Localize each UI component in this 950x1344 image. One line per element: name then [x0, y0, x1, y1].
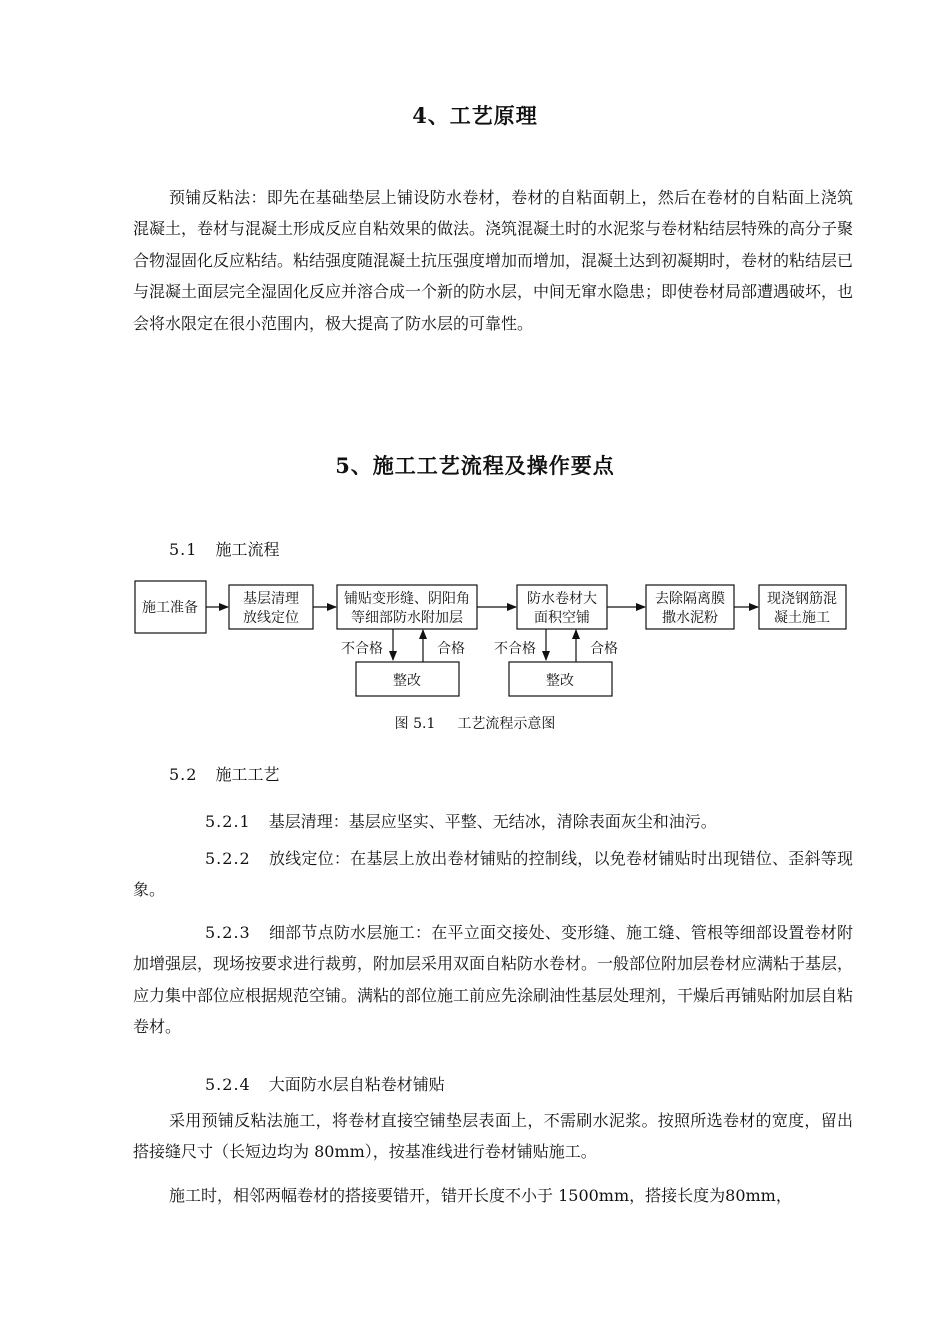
- item-text: 细部节点防水层施工：在平立面交接处、变形缝、施工缝、管根等细部设置卷材附加增强层，现场按要求进行裁剪，附加层采用双面自粘防水卷材。一般部位附加层卷材应满粘于基层，应力集中部位应根据规范空铺。满粘的部位施工前应先涂刷油性基层处理剂，干燥后再铺贴附加层自粘卷材。: [133, 923, 854, 1037]
- flow-step-label: 面积空铺: [534, 610, 590, 626]
- flow-step-membrane-laying: [517, 585, 607, 629]
- section-4-paragraph: 预铺反粘法：即先在基础垫层上铺设防水卷材，卷材的自粘面朝上，然后在卷材的自粘面上浇筑混凝土，卷材与混凝土形成反应自粘效果的做法。浇筑混凝土时的水泥浆与卷材粘结层特殊的高分子聚合物湿固化反应粘结。粘结强度随混凝土抗压强度增加而增加，混凝土达到初凝期时，卷材的粘结层已与混凝土面层完全湿固化反应并溶合成一个新的防水层，中间无窜水隐患；即使卷材局部遭遇破坏，也会将水限定在很小范围内，极大提高了防水层的可靠性。: [133, 188, 854, 333]
- subsection-title: 施工工艺: [215, 765, 280, 784]
- flow-step-label: 铺贴变形缝、阴阳角: [344, 591, 470, 607]
- figure-number: 图 5.1: [394, 716, 436, 732]
- flow-step-label: 去除隔离膜: [655, 591, 725, 607]
- flow-step-label: 撒水泥粉: [662, 610, 718, 626]
- item-text: 放线定位：在基层上放出卷材铺贴的控制线，以免卷材铺贴时出现错位、歪斜等现象。: [133, 849, 853, 900]
- item-5-2-4: [133, 1069, 853, 1100]
- rework-label: 整改: [393, 673, 421, 689]
- figure-title: 工艺流程示意图: [457, 716, 556, 732]
- flow-step-label: 等细部防水附加层: [351, 610, 463, 626]
- flow-step-detail-layer: [337, 585, 477, 629]
- fail-label: 不合格: [341, 641, 383, 657]
- flow-step-label: 凝土施工: [774, 610, 830, 626]
- subsection-5-2: [169, 762, 279, 785]
- pass-label: 合格: [590, 641, 618, 657]
- item-number: 5.2.2: [205, 849, 251, 868]
- flow-step-label: 基层清理: [243, 591, 299, 607]
- item-5-2-2: [133, 843, 853, 906]
- item-text: 基层清理：基层应坚实、平整、无结冰，清除表面灰尘和油污。: [268, 812, 717, 831]
- flow-step-label: 施工准备: [142, 600, 198, 616]
- item-5-2-1: [133, 806, 853, 837]
- item-5-2-3: [133, 917, 853, 1043]
- flow-step-label: 现浇钢筋混: [767, 591, 837, 607]
- item-number: 5.2.4: [205, 1075, 251, 1094]
- section-4-heading: 4、工艺原理: [412, 103, 538, 128]
- section-5-heading: 5、施工工艺流程及操作要点: [335, 453, 615, 478]
- item-number: 5.2.1: [205, 812, 251, 831]
- subsection-5-1: [169, 537, 279, 560]
- fail-label: 不合格: [494, 641, 536, 657]
- rework-box: [356, 662, 459, 696]
- paragraph-5-2-4-b: 施工时，相邻两幅卷材的搭接要错开，错开长度不小于 1500mm，搭接长度为80mm，: [169, 1186, 792, 1205]
- subsection-title: 施工流程: [215, 540, 280, 559]
- flow-step-label: 防水卷材大: [527, 591, 597, 607]
- subsection-number: 5.2: [169, 765, 198, 784]
- flow-step-label: 放线定位: [243, 610, 299, 626]
- pass-label: 合格: [437, 641, 465, 657]
- flow-step-prepare: [135, 581, 206, 633]
- rework-label: 整改: [546, 673, 574, 689]
- figure-caption: [0, 713, 950, 733]
- process-flow-diagram: [0, 570, 950, 710]
- flow-step-concrete: [759, 585, 846, 629]
- subsection-number: 5.1: [169, 540, 198, 559]
- flow-step-base-cleaning: [229, 585, 313, 629]
- paragraph-5-2-4-a: 采用预铺反粘法施工，将卷材直接空铺垫层表面上，不需刷水泥浆。按照所选卷材的宽度，留出搭接缝尺寸（长短边均为 80mm），按基准线进行卷材铺贴施工。: [133, 1111, 853, 1162]
- item-title: 大面防水层自粘卷材铺贴: [268, 1075, 445, 1094]
- rework-box: [509, 662, 612, 696]
- flow-step-remove-film: [646, 585, 734, 629]
- item-number: 5.2.3: [205, 923, 251, 942]
